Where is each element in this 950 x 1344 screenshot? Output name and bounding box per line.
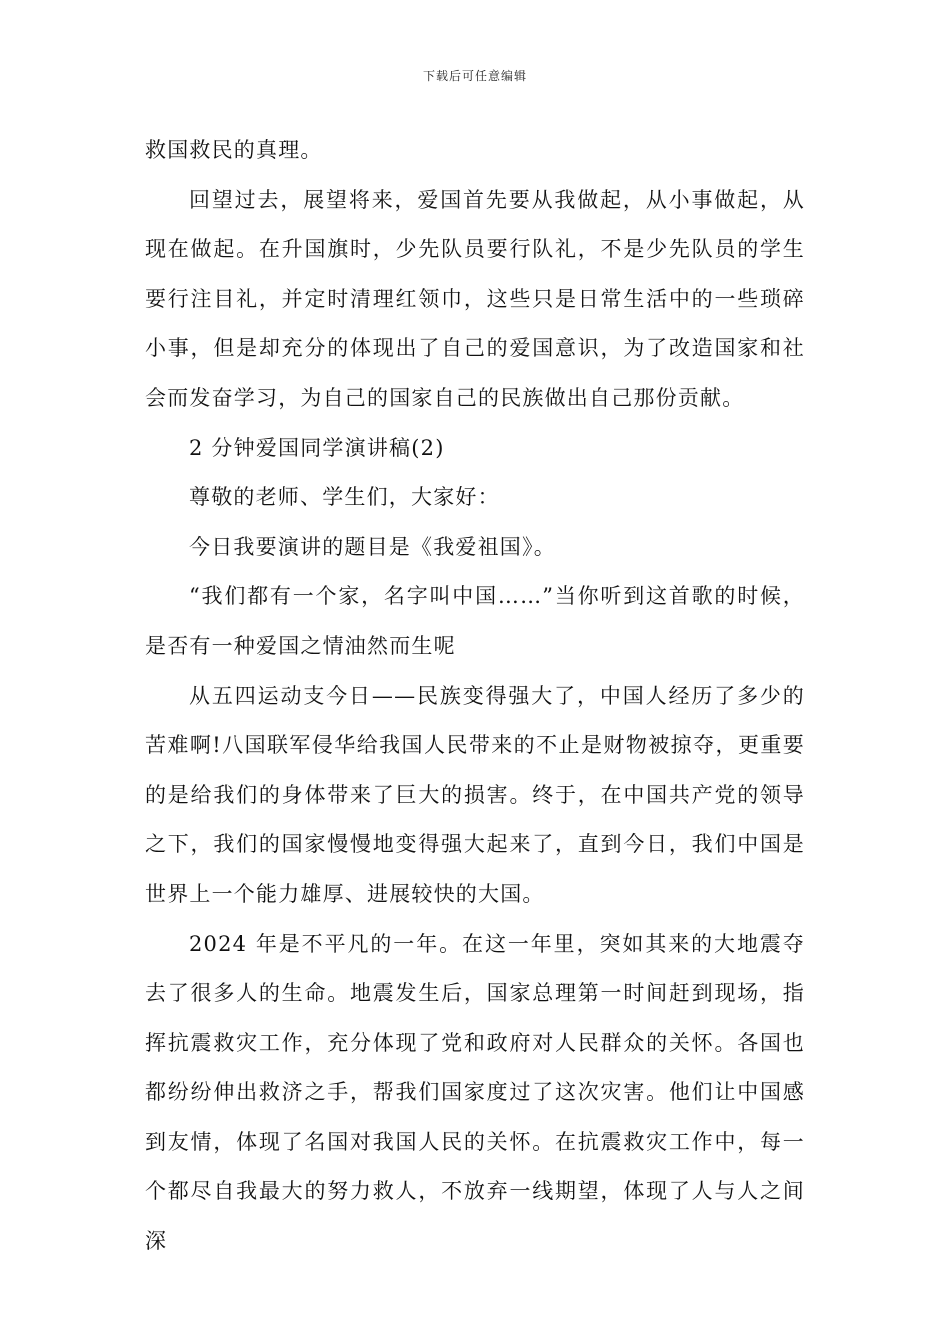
document-body [145,126,805,1267]
paragraph-2: 回望过去，展望将来，爱国首先要从我做起，从小事做起，从现在做起。在升国旗时，少先队员要行队礼，不是少先队员的学生要行注目礼，并定时清理红领巾，这些只是日常生活中的一些琐碎小事，但是却充分的体现出了自己的爱国意识，为了改造国家和社会而发奋学习，为自己的国家自己的民族做出自己那份贡献。 [145,187,805,410]
topic-paragraph: 今日我要演讲的题目是《我爱祖国》。 [189,534,556,559]
paragraph-1: 救国救民的真理。 [145,138,323,162]
song-quote-paragraph: “我们都有一个家，名字叫中国……”当你听到这首歌的时候，是否有一种爱国之情油然而生呢 [145,584,805,658]
history-paragraph: 从五四运动支今日——民族变得强大了，中国人经历了多少的苦难啊!八国联军侵华给我国人民带来的不止是财物被掠夺，更重要的是给我们的身体带来了巨大的损害。终于，在中国共产党的领导之下，我们的国家慢慢地变得强大起来了，直到今日，我们中国是世界上一个能力雄厚、进展较快的大国。 [145,683,805,906]
greeting-paragraph: 尊敬的老师、学生们，大家好： [189,485,500,510]
earthquake-paragraph: 2024 年是不平凡的一年。在这一年里，突如其来的大地震夺去了很多人的生命。地震发生后，国家总理第一时间赶到现场，指挥抗震救灾工作，充分体现了党和政府对人民群众的关怀。各国也都纷纷伸出救济之手，帮我们国家度过了这次灾害。他们让中国感到友情，体现了名国对我国人民的关怀。在抗震救灾工作中，每一个都尽自我最大的努力救人，不放弃一线期望，体现了人与人之间深 [145,931,805,1254]
section-title: 2 分钟爱国同学演讲稿(2) [189,435,445,460]
page-header: 下载后可任意编辑 [422,69,527,83]
